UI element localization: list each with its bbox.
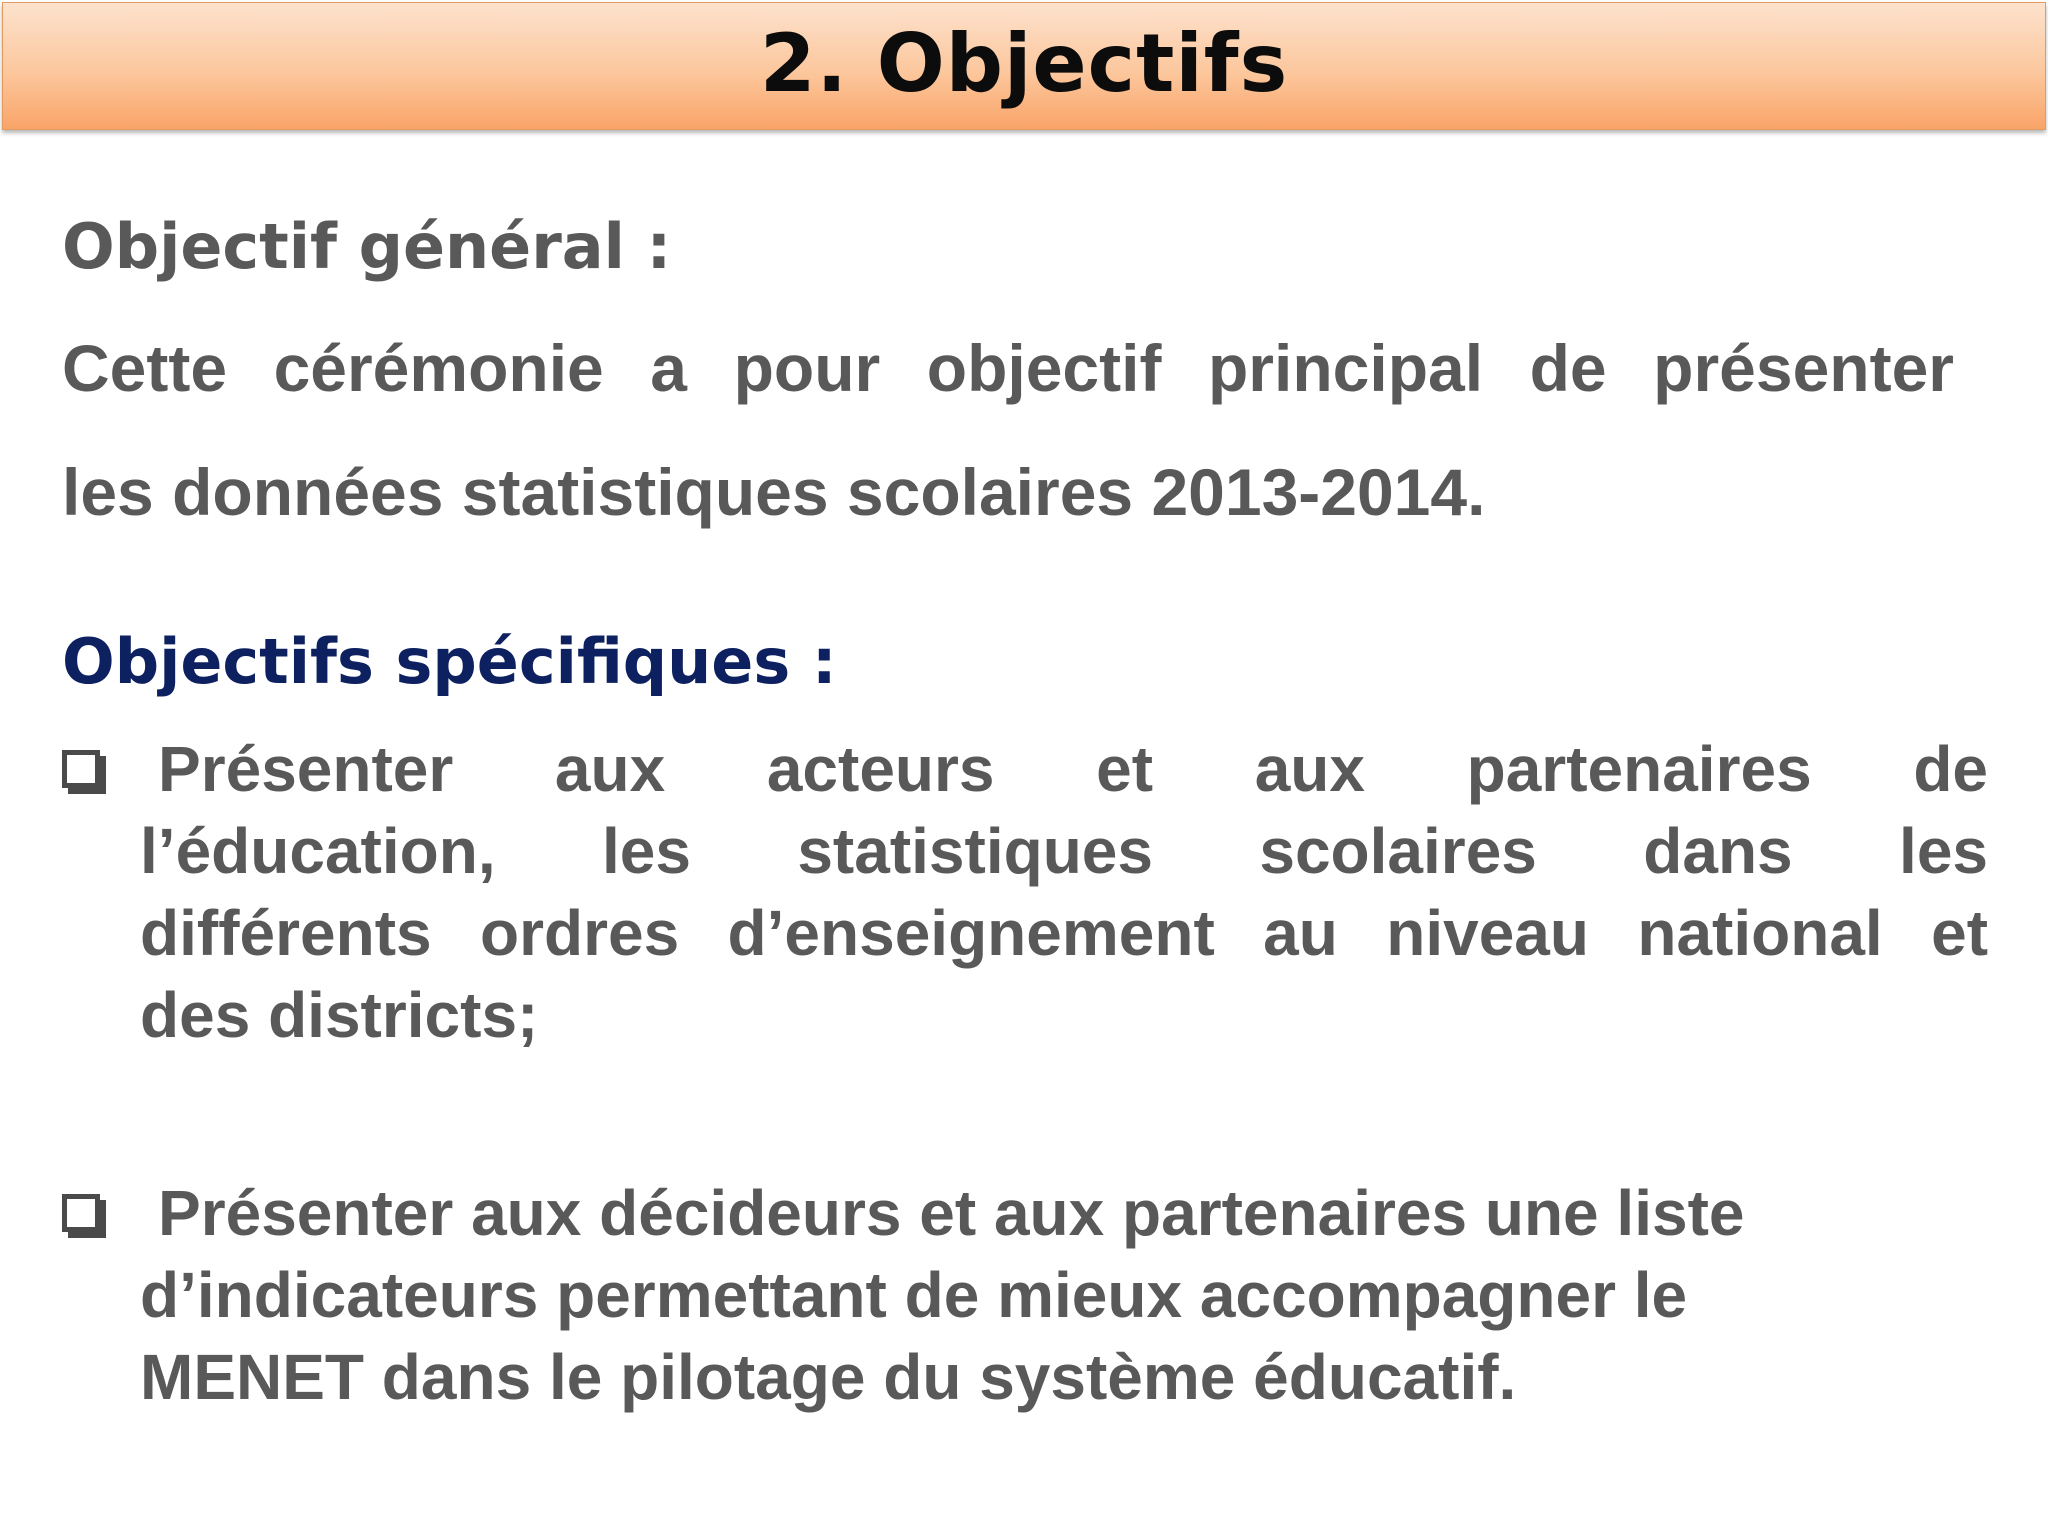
general-objective-line-2: les données statistiques scolaires 2013-2014. <box>62 455 1486 529</box>
specific-objectives-heading: Objectifs spécifiques : <box>62 625 837 698</box>
checkbox-bullet-icon <box>62 750 100 788</box>
bullet-2-line-3: MENET dans le pilotage du système éducatif. <box>140 1341 1517 1413</box>
checkbox-bullet-icon <box>62 1194 100 1232</box>
specific-objective-item-1 <box>62 728 1988 1056</box>
bullet-1-line-3: différents ordres d’enseignement au niveau national et <box>140 897 1988 969</box>
specific-objective-text-2 <box>62 1172 1988 1418</box>
bullet-1-line-1: Présenter aux acteurs et aux partenaires de <box>158 733 1988 805</box>
general-objective-heading: Objectif général : <box>62 210 672 283</box>
slide-title-bar <box>2 2 2046 130</box>
slide-title: 2. Objectifs <box>759 16 1289 110</box>
specific-objective-text-1 <box>62 728 1988 1056</box>
specific-objective-item-2 <box>62 1172 1988 1418</box>
general-objective-line-1: Cette cérémonie a pour objectif principal de présenter <box>62 331 1954 405</box>
bullet-2-line-2: d’indicateurs permettant de mieux accompagner le <box>140 1259 1688 1331</box>
bullet-1-line-2: l’éducation, les statistiques scolaires dans les <box>140 815 1988 887</box>
bullet-1-line-4: des districts; <box>140 979 539 1051</box>
bullet-2-line-1: Présenter aux décideurs et aux partenaires une liste <box>158 1177 1745 1249</box>
